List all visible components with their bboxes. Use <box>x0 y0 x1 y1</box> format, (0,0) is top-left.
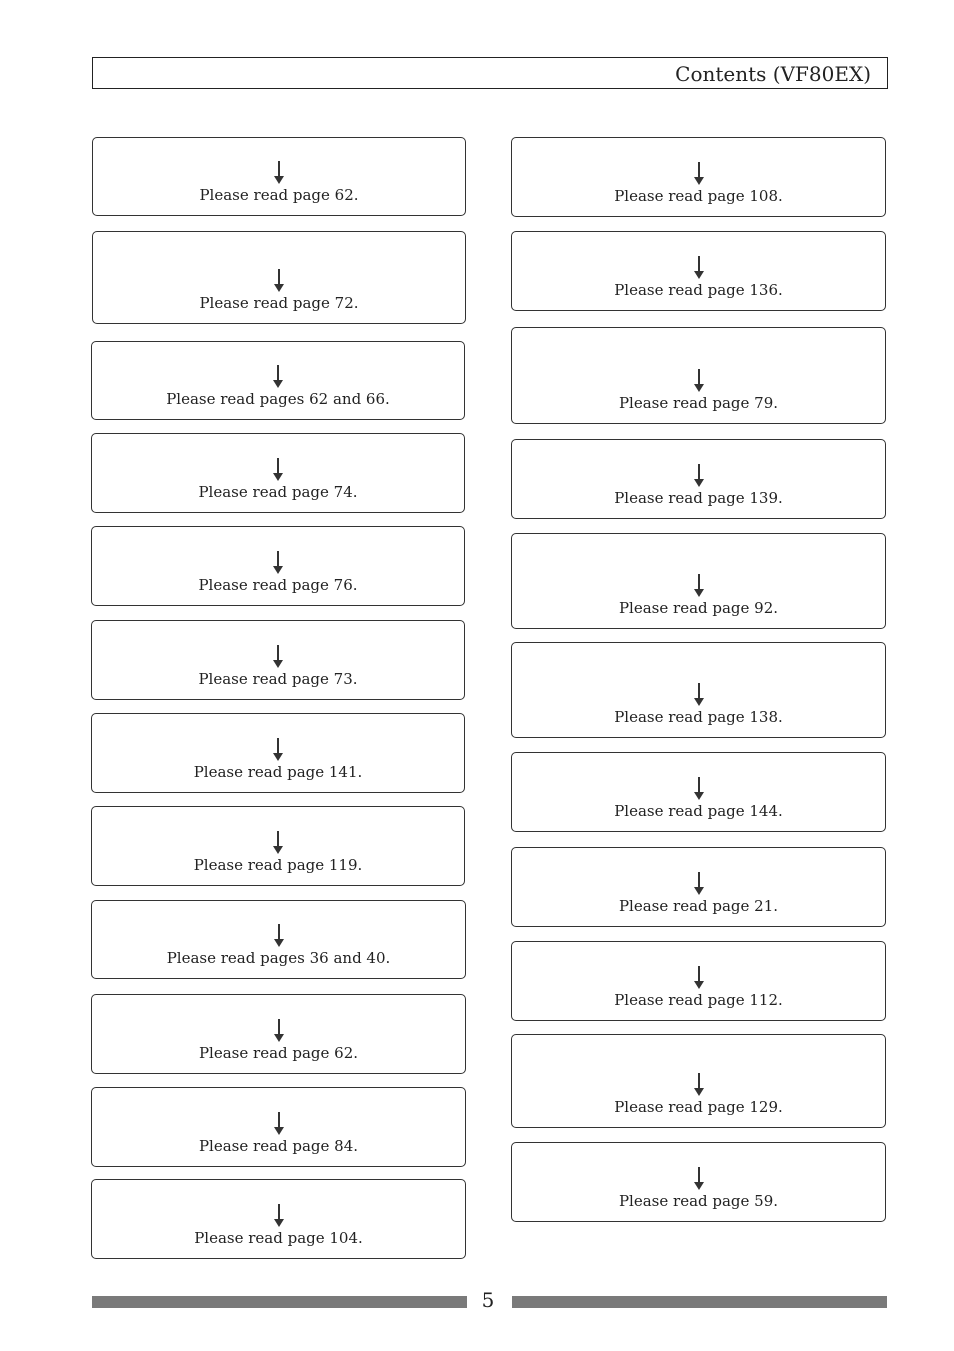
page-header <box>92 57 888 89</box>
down-arrow-icon <box>274 1204 284 1228</box>
reference-text: Please read page 73. <box>198 670 358 688</box>
reference-text: Please read page 104. <box>194 1229 363 1247</box>
reference-box <box>91 1087 466 1167</box>
reference-text: Please read pages 62 and 66. <box>166 390 390 408</box>
reference-text: Please read page 62. <box>198 1044 359 1062</box>
reference-text: Please read page 144. <box>614 802 783 820</box>
down-arrow-icon <box>274 269 284 293</box>
reference-text: Please read page 79. <box>618 394 779 412</box>
page-number: 5 <box>481 1288 495 1312</box>
reference-box <box>91 341 465 420</box>
down-arrow-icon <box>694 683 704 707</box>
reference-box <box>91 994 466 1074</box>
down-arrow-icon <box>274 1112 284 1136</box>
reference-text: Please read page 108. <box>614 187 783 205</box>
reference-box <box>511 137 886 217</box>
reference-box <box>91 620 465 700</box>
reference-text: Please read page 139. <box>614 489 783 507</box>
reference-box <box>511 533 886 629</box>
reference-text: Please read page 119. <box>193 856 363 874</box>
down-arrow-icon <box>694 256 704 280</box>
reference-box <box>511 642 886 738</box>
reference-box <box>511 941 886 1021</box>
down-arrow-icon <box>694 872 704 896</box>
reference-text: Please read pages 36 and 40. <box>166 949 391 967</box>
down-arrow-icon <box>694 464 704 488</box>
reference-box <box>91 1179 466 1259</box>
reference-text: Please read page 138. <box>614 708 783 726</box>
reference-text: Please read page 21. <box>618 897 779 915</box>
down-arrow-icon <box>273 738 283 762</box>
down-arrow-icon <box>694 162 704 186</box>
header-title: Contents (VF80EX) <box>675 62 871 86</box>
down-arrow-icon <box>273 831 283 855</box>
reference-text: Please read page 74. <box>198 483 358 501</box>
down-arrow-icon <box>694 1167 704 1191</box>
down-arrow-icon <box>274 924 284 948</box>
down-arrow-icon <box>274 161 284 185</box>
reference-box <box>91 433 465 513</box>
reference-box <box>511 752 886 832</box>
reference-box <box>91 806 465 886</box>
reference-box <box>511 231 886 311</box>
reference-box <box>91 900 466 979</box>
reference-text: Please read page 129. <box>614 1098 783 1116</box>
down-arrow-icon <box>694 369 704 393</box>
down-arrow-icon <box>273 551 283 575</box>
reference-text: Please read page 84. <box>198 1137 359 1155</box>
down-arrow-icon <box>694 1073 704 1097</box>
down-arrow-icon <box>274 1019 284 1043</box>
down-arrow-icon <box>694 777 704 801</box>
reference-box <box>91 713 465 793</box>
reference-text: Please read page 136. <box>614 281 783 299</box>
down-arrow-icon <box>273 458 283 482</box>
down-arrow-icon <box>694 966 704 990</box>
reference-box <box>92 231 466 324</box>
footer-bar-right <box>512 1296 887 1308</box>
down-arrow-icon <box>273 365 283 389</box>
reference-text: Please read page 141. <box>193 763 363 781</box>
reference-box <box>511 327 886 424</box>
reference-box <box>511 1142 886 1222</box>
reference-box <box>91 526 465 606</box>
reference-box <box>92 137 466 216</box>
reference-text: Please read page 92. <box>618 599 779 617</box>
reference-text: Please read page 72. <box>199 294 359 312</box>
reference-text: Please read page 112. <box>614 991 783 1009</box>
reference-text: Please read page 76. <box>198 576 358 594</box>
down-arrow-icon <box>694 574 704 598</box>
footer-bar-left <box>92 1296 467 1308</box>
reference-text: Please read page 62. <box>199 186 359 204</box>
down-arrow-icon <box>273 645 283 669</box>
reference-text: Please read page 59. <box>618 1192 779 1210</box>
reference-box <box>511 439 886 519</box>
reference-box <box>511 1034 886 1128</box>
reference-box <box>511 847 886 927</box>
